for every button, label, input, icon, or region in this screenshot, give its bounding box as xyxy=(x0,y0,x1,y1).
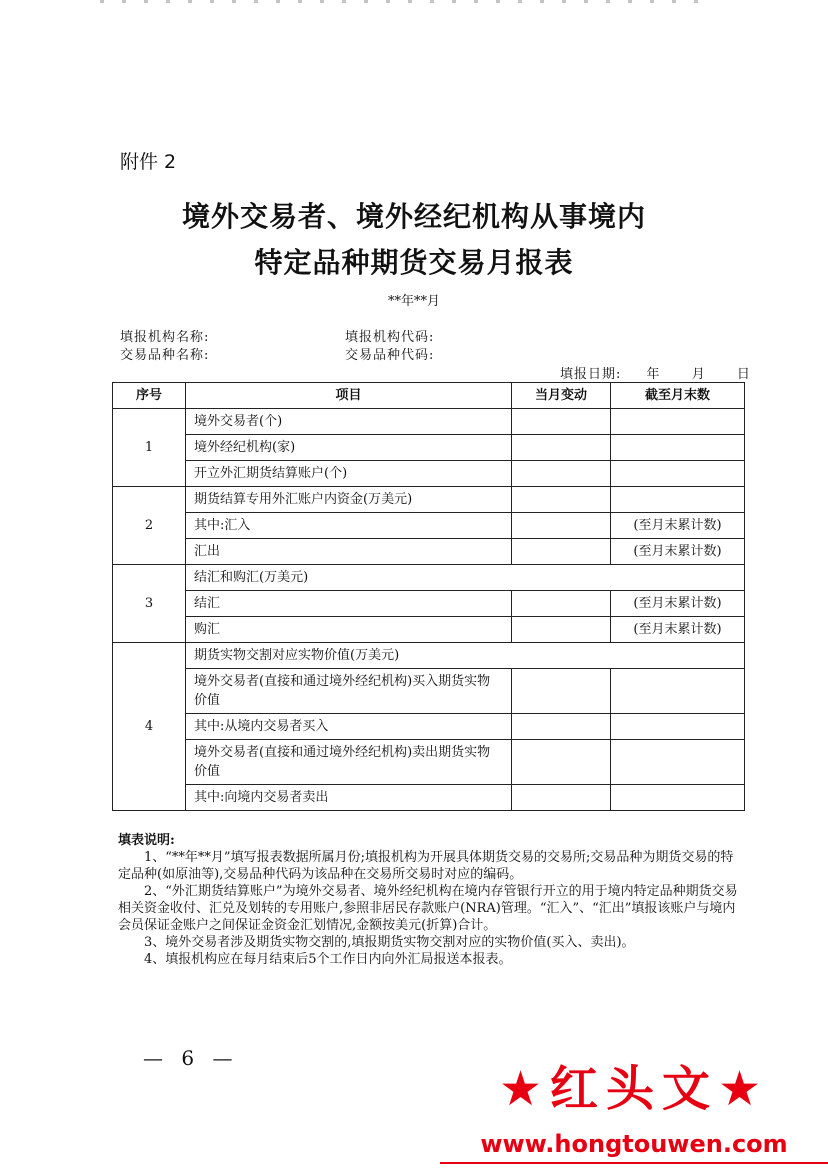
monthly-cell xyxy=(512,714,611,740)
monthly-cell xyxy=(512,461,611,487)
cumulative-cell xyxy=(611,669,745,714)
page-number: — 6 — xyxy=(143,1046,239,1070)
monthly-cell xyxy=(512,487,611,513)
instruction-item: 1、“**年**月”填写报表数据所属月份;填报机构为开展具体期货交易的交易所;交易品种为期货交易的特定品种(如原油等),交易品种代码为该品种在交易所交易时对应的编码。 xyxy=(118,850,734,882)
item-cell: 期货实物交割对应实物价值(万美元) xyxy=(186,643,745,669)
cumulative-cell xyxy=(611,487,745,513)
item-cell: 其中:向境内交易者卖出 xyxy=(186,785,512,811)
cumulative-cell xyxy=(611,740,745,785)
table-row xyxy=(113,617,745,643)
monthly-cell xyxy=(512,617,611,643)
header-monthly: 当月变动 xyxy=(512,383,611,409)
fill-date-label: 填报日期: xyxy=(560,367,622,382)
table-row xyxy=(113,669,745,714)
item-cell: 汇出 xyxy=(186,539,512,565)
monthly-cell xyxy=(512,409,611,435)
monthly-cell xyxy=(512,513,611,539)
watermark-underline xyxy=(440,1162,828,1164)
header-seq: 序号 xyxy=(113,383,186,409)
watermark-url: www.hongtouwen.com xyxy=(480,1130,788,1158)
item-cell: 境外经纪机构(家) xyxy=(186,435,512,461)
item-cell: 购汇 xyxy=(186,617,512,643)
attachment-label: 附件 2 xyxy=(120,151,177,173)
report-table xyxy=(112,382,745,811)
instruction-item: 2、“外汇期货结算账户”为境外交易者、境外经纪机构在境内存管银行开立的用于境内特定品种期货交易相关资金收付、汇兑及划转的专用账户,参照非居民存款账户(NRA)管理。“汇入”、“汇出”填报该账户与境内会员保证金账户之间保证金资金汇划情况,金额按美元(折算)合计。 xyxy=(118,884,738,933)
monthly-cell xyxy=(512,669,611,714)
variety-code-label: 交易品种代码: xyxy=(345,348,435,363)
watermark-logo xyxy=(440,1050,828,1170)
item-cell: 开立外汇期货结算账户(个) xyxy=(186,461,512,487)
cumulative-cell xyxy=(611,435,745,461)
item-cell: 境外交易者(个) xyxy=(186,409,512,435)
monthly-cell xyxy=(512,591,611,617)
fill-date-year: 年 xyxy=(646,367,661,382)
item-cell: 其中:从境内交易者买入 xyxy=(186,714,512,740)
cumulative-cell: (至月末累计数) xyxy=(611,513,745,539)
seq-cell: 2 xyxy=(113,487,186,565)
item-cell: 结汇和购汇(万美元) xyxy=(186,565,745,591)
table-row xyxy=(113,539,745,565)
instruction-item: 4、填报机构应在每月结束后5个工作日内向外汇局报送本报表。 xyxy=(144,952,512,967)
item-cell: 境外交易者(直接和通过境外经纪机构)买入期货实物价值 xyxy=(186,669,512,714)
report-title-line1: 境外交易者、境外经纪机构从事境内 xyxy=(181,200,646,233)
item-cell: 期货结算专用外汇账户内资金(万美元) xyxy=(186,487,512,513)
org-code-label: 填报机构代码: xyxy=(345,330,435,345)
table-row xyxy=(113,785,745,811)
watermark-text: ★红头文★ xyxy=(498,1061,770,1117)
scan-top-edge xyxy=(100,0,700,3)
monthly-cell xyxy=(512,539,611,565)
table-header-row xyxy=(113,383,745,409)
instruction-item: 3、境外交易者涉及期货实物交割的,填报期货实物交割对应的实物价值(买入、卖出)。 xyxy=(144,935,635,950)
table-row xyxy=(113,435,745,461)
table-row xyxy=(113,714,745,740)
cumulative-cell xyxy=(611,785,745,811)
table-row xyxy=(113,487,745,513)
fill-date-day: 日 xyxy=(736,367,751,382)
report-title-line2: 特定品种期货交易月报表 xyxy=(254,246,574,279)
item-cell: 结汇 xyxy=(186,591,512,617)
table-row xyxy=(113,565,745,591)
table-row xyxy=(113,409,745,435)
table-row xyxy=(113,513,745,539)
seq-cell: 3 xyxy=(113,565,186,643)
table-row xyxy=(113,591,745,617)
table-row xyxy=(113,643,745,669)
org-name-label: 填报机构名称: xyxy=(120,330,210,345)
header-item: 项目 xyxy=(186,383,512,409)
cumulative-cell xyxy=(611,461,745,487)
cumulative-cell: (至月末累计数) xyxy=(611,539,745,565)
monthly-cell xyxy=(512,435,611,461)
seq-cell: 1 xyxy=(113,409,186,487)
table-row xyxy=(113,461,745,487)
monthly-cell xyxy=(512,740,611,785)
report-period: **年**月 xyxy=(387,294,440,309)
seq-cell: 4 xyxy=(113,643,186,811)
fill-date xyxy=(560,363,751,382)
item-cell: 其中:汇入 xyxy=(186,513,512,539)
item-cell: 境外交易者(直接和通过境外经纪机构)卖出期货实物价值 xyxy=(186,740,512,785)
cumulative-cell xyxy=(611,714,745,740)
cumulative-cell: (至月末累计数) xyxy=(611,591,745,617)
cumulative-cell: (至月末累计数) xyxy=(611,617,745,643)
cumulative-cell xyxy=(611,409,745,435)
table-row xyxy=(113,740,745,785)
instructions-heading: 填表说明: xyxy=(118,833,175,848)
fill-date-month: 月 xyxy=(691,367,706,382)
monthly-cell xyxy=(512,785,611,811)
header-cumulative: 截至月末数 xyxy=(611,383,745,409)
filling-instructions xyxy=(118,832,746,968)
variety-name-label: 交易品种名称: xyxy=(120,348,210,363)
